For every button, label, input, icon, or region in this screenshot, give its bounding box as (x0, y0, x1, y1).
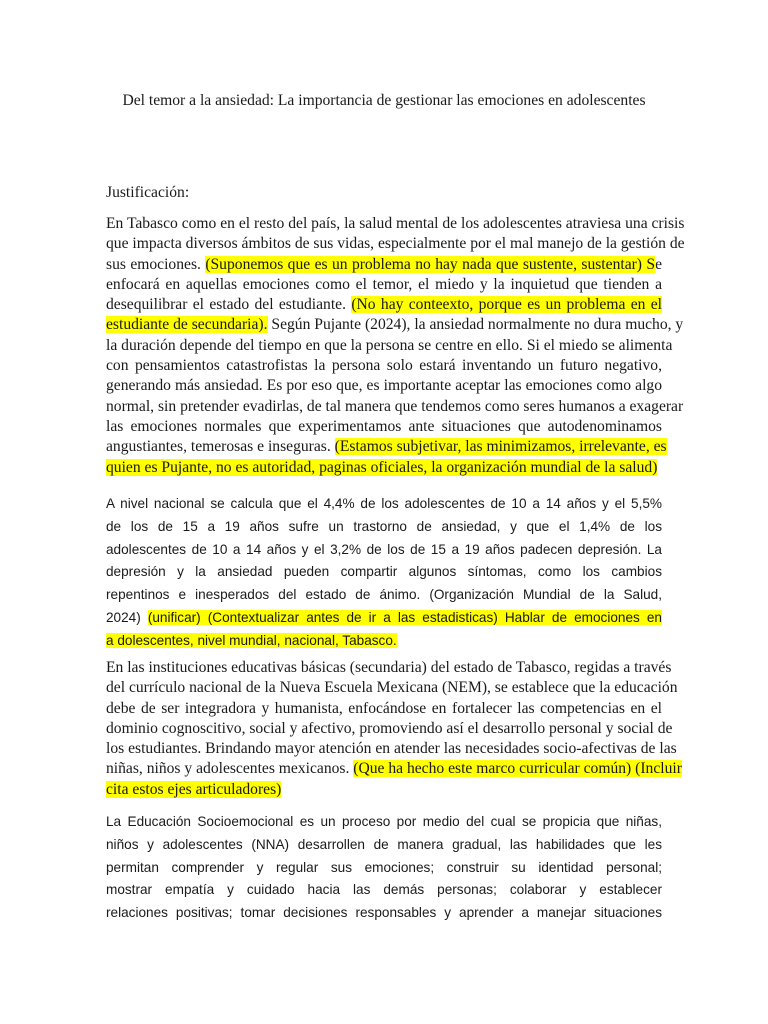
text-line (106, 493, 662, 516)
line-text: A nivel nacional se calcula que el 4,4% de los adolescentes de 10 a 14 años y el 5,5% (106, 496, 662, 511)
text-line (106, 630, 662, 653)
text-line (106, 678, 678, 698)
text-line (106, 437, 667, 457)
line-text: la duración depende del tiempo en que la persona se centre en ello. Si el miedo se alimenta (106, 336, 673, 354)
paragraph-justification-1 (106, 214, 685, 478)
text-line (106, 607, 662, 630)
line-text: normal, sin pretender evadirlas, de tal manera que tendemos como seres humanos a exagerar (106, 397, 684, 415)
line-text: relaciones positivas; tomar decisiones responsables y aprender a manejar situaciones (106, 905, 662, 921)
text-line (106, 295, 662, 315)
line-text: que impacta diversos ámbitos de sus vidas, especialmente por el mal manejo de la gestión de (106, 235, 685, 253)
line-text: repentinos e inesperados del estado de ánimo. (Organización Mundial de la Salud, (106, 587, 662, 603)
text-line (106, 376, 662, 396)
text-line (106, 811, 662, 834)
line-text: niños y adolescentes (NNA) desarrollen de manera gradual, las habilidades que les (106, 836, 662, 852)
line-text-after: Según Pujante (2024), la ansiedad normalmente no dura mucho, y (267, 316, 684, 334)
text-line (106, 699, 662, 719)
line-text: mostrar empatía y cuidado hacia las demás personas; colaborar y establecer (106, 882, 662, 898)
line-text: generando más ansiedad. Es por eso que, es importante aceptar las emociones como algo (106, 377, 662, 395)
line-text: depresión y la ansiedad pueden compartir algunos síntomas, como los cambios (106, 564, 662, 580)
text-line (106, 780, 662, 800)
line-text: del currículo nacional de la Nueva Escuela Mexicana (NEM), se establece que la educación (106, 679, 678, 697)
text-line (106, 417, 662, 437)
text-line (106, 719, 673, 739)
text-line (106, 315, 684, 335)
text-line (106, 857, 662, 880)
line-text: con pensamientos catastrofistas la persona solo estará inventando un futuro negativo, (106, 357, 662, 375)
highlighted-comment: (Que ha hecho este marco curricular común) (Incluir (353, 760, 682, 778)
highlighted-comment: cita estos ejes articuladores) (106, 780, 282, 798)
text-line (106, 397, 684, 417)
text-line (106, 516, 662, 539)
text-line (106, 584, 662, 607)
highlighted-comment: a dolescentes, nivel mundial, nacional, Tabasco. (106, 632, 397, 648)
line-text: las emociones normales que experimentamos ante situaciones que autodenominamos (106, 417, 662, 435)
highlighted-comment: (unificar) (Contextualizar antes de ir a las estadisticas) Hablar de emociones en (147, 609, 662, 625)
highlighted-comment: (Estamos subjetivar, las minimizamos, irrelevante, es (334, 438, 667, 456)
highlighted-comment: (Suponemos que es un problema no hay nada que sustente, sustentar) S (205, 255, 656, 273)
paragraph-national-statistics (106, 493, 662, 653)
line-text: angustiantes, temerosas e inseguras. (106, 438, 335, 456)
line-text: debe de ser integradora y humanista, enfocándose en fortalecer las competencias en el (106, 699, 662, 717)
section-heading: Justificación: (106, 184, 190, 201)
text-line (106, 336, 673, 356)
line-text: de los de 15 a 19 años sufre un trastorno de ansiedad, y que el 1,4% de los (106, 518, 662, 534)
line-text: desequilibrar el estado del estudiante. (106, 296, 352, 314)
text-line (106, 658, 672, 678)
text-line (106, 255, 662, 275)
line-text: adolescentes de 10 a 14 años y el 3,2% de los de 15 a 19 años padecen depresión. La (106, 541, 662, 557)
paragraph-socioemotional-education (106, 811, 662, 925)
document-title: Del temor a la ansiedad: La importancia de gestionar las emociones en adolescentes (122, 92, 646, 109)
text-line (106, 275, 662, 295)
text-line (106, 902, 662, 925)
text-line (106, 739, 677, 759)
text-line (106, 561, 662, 584)
highlighted-comment: (No hay conteexto, porque es un problema en el (351, 296, 663, 314)
text-line (106, 214, 685, 234)
line-text-after: e (655, 255, 662, 273)
text-line (106, 234, 685, 254)
text-line (106, 539, 662, 562)
text-line (106, 759, 682, 779)
line-text: niñas, niños y adolescentes mexicanos. (106, 760, 354, 778)
line-text: 2024) (106, 609, 148, 625)
text-line (106, 356, 662, 376)
line-text: permitan comprender y regular sus emociones; construir su identidad personal; (106, 859, 662, 875)
highlighted-comment: estudiante de secundaria). (106, 316, 268, 334)
line-text: dominio cognoscitivo, social y afectivo, promoviendo así el desarrollo personal y social de (106, 719, 673, 737)
line-text: enfocará en aquellas emociones como el temor, el miedo y la inquietud que tienden a (106, 275, 662, 293)
paragraph-educational-institutions (106, 658, 682, 800)
line-text: los estudiantes. Brindando mayor atención en atender las necesidades socio-afectivas de las (106, 740, 677, 758)
line-text: sus emociones. (106, 255, 206, 273)
text-line (106, 834, 662, 857)
text-line (106, 879, 662, 902)
line-text: La Educación Socioemocional es un proceso por medio del cual se propicia que niñas, (106, 814, 662, 829)
line-text: En las instituciones educativas básicas (secundaria) del estado de Tabasco, regidas a través (106, 659, 672, 676)
text-line (106, 458, 662, 478)
highlighted-comment: quien es Pujante, no es autoridad, paginas oficiales, la organización mundial de la salud) (106, 458, 658, 476)
line-text: En Tabasco como en el resto del país, la salud mental de los adolescentes atraviesa una crisis (106, 215, 685, 232)
